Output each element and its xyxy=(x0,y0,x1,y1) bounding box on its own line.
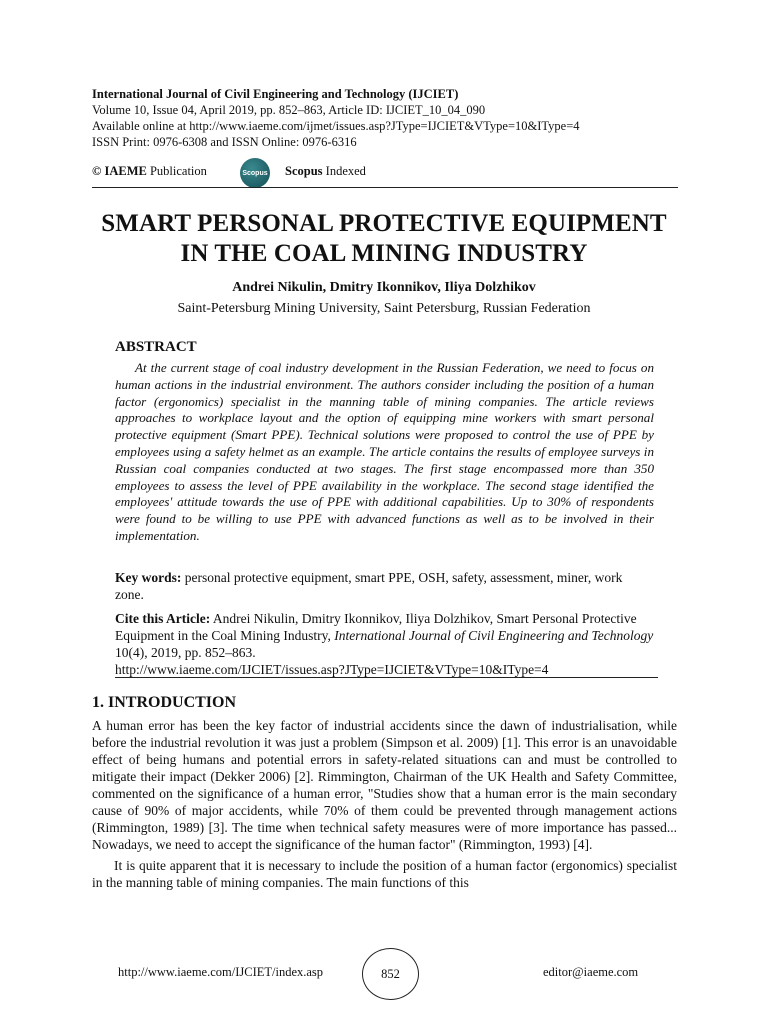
publisher-name: IAEME xyxy=(104,164,147,178)
article-title xyxy=(60,209,708,269)
page-footer xyxy=(0,948,768,998)
journal-header xyxy=(92,86,692,150)
citation-label: Cite this Article: xyxy=(115,611,211,626)
introduction-paragraph-2: It is quite apparent that it is necessary to include the position of a human factor (ergonomics) specialist in the manning table of mining companies. The main functions of this xyxy=(92,858,677,890)
abstract-body: At the current stage of coal industry development in the Russian Federation, we need to focus on human actions in the industrial environment. The authors consider including the position of a human factor (ergonomics) specialist in the manning table of mining companies. The article reviews approaches to workplace layout and the option of equipping mine workers with smart personal protective equipment (Smart PPE). Technical solutions were proposed to control the use of PPE by employees using a safety helmet as an example. The article contains the results of employee surveys in Russian coal companies conducted at two stages. The first stage encompassed more than 350 employees to assess the level of PPE availability in the workplace. The second stage identified the employees' attitude towards the use of PPE with additional capabilities. Up to 30% of respondents were found to be willing to use PPE with advanced functions as well as to be involved in their implementation. xyxy=(115,360,654,543)
copyright-symbol: © xyxy=(92,164,102,178)
introduction-body xyxy=(92,717,677,895)
citation-divider xyxy=(115,677,658,678)
title-line-1: SMART PERSONAL PROTECTIVE EQUIPMENT xyxy=(101,210,667,237)
header-divider xyxy=(92,187,678,188)
abstract-heading: ABSTRACT xyxy=(115,339,197,355)
keywords-text: personal protective equipment, smart PPE, OSH, safety, assessment, miner, work zone. xyxy=(115,570,623,602)
scopus-bold: Scopus xyxy=(285,164,323,178)
citation-text-after: 10(4), 2019, pp. 852–863. xyxy=(115,645,256,660)
citation xyxy=(115,610,654,678)
volume-line: Volume 10, Issue 04, April 2019, pp. 852–863, Article ID: IJCIET_10_04_090 xyxy=(92,103,486,117)
title-line-2: IN THE COAL MINING INDUSTRY xyxy=(180,240,588,267)
page-number: 852 xyxy=(381,966,400,981)
affiliation: Saint-Petersburg Mining University, Saint Petersburg, Russian Federation xyxy=(177,301,591,316)
issn-line: ISSN Print: 0976-6308 and ISSN Online: 0976-6316 xyxy=(92,135,357,149)
citation-text-before: Andrei Nikulin, Dmitry Ikonnikov, Iliya Dolzhikov, Smart Personal Protective Equipment in the Coal Mining Industry, xyxy=(115,611,637,643)
footer-url[interactable]: http://www.iaeme.com/IJCIET/index.asp xyxy=(118,965,324,979)
footer-email[interactable]: editor@iaeme.com xyxy=(543,965,639,979)
journal-title: International Journal of Civil Engineering and Technology (IJCIET) xyxy=(92,87,459,101)
publisher-row xyxy=(92,158,692,186)
keywords-label: Key words: xyxy=(115,570,182,585)
scopus-logo-text: Scopus xyxy=(242,169,268,177)
page-number-badge xyxy=(362,948,419,1000)
indexed-word: Indexed xyxy=(325,164,366,178)
iaeme-publication xyxy=(92,164,207,179)
publisher-word: Publication xyxy=(149,164,207,178)
authors: Andrei Nikulin, Dmitry Ikonnikov, Iliya Dolzhikov xyxy=(232,280,536,295)
scopus-indexed xyxy=(285,164,366,179)
citation-url[interactable]: http://www.iaeme.com/IJCIET/issues.asp?JType=IJCIET&VType=10&IType=4 xyxy=(115,662,549,677)
keywords xyxy=(115,569,654,603)
available-online-line: Available online at http://www.iaeme.com/ijmet/issues.asp?JType=IJCIET&VType=10&IType=4 xyxy=(92,119,580,133)
scopus-logo-icon xyxy=(240,158,270,188)
introduction-heading: 1. INTRODUCTION xyxy=(92,694,237,711)
introduction-paragraph-1: A human error has been the key factor of industrial accidents since the dawn of industrialisation, while before the industrial revolution it was just a problem (Simpson et al. 2009) [1]. This error is an unavoidable effect of being humans and potential errors in safety-related situations can and must be controlled to mitigate their impact (Dekker 2006) [2]. Rimmington, Chairman of the UK Health and Safety Committee, commented on the significance of a human error, "Studies show that a human error is the main secondary cause of 90% of major accidents, while 70% of them could be prevented through management actions (Rimmington, 1989) [3]. The time when technical safety measures were of more importance has passed... Nowadays, we need to accept the significance of the human factor" (Rimmington, 1993) [4]. xyxy=(92,718,677,852)
citation-journal: International Journal of Civil Engineering and Technology xyxy=(334,628,654,643)
